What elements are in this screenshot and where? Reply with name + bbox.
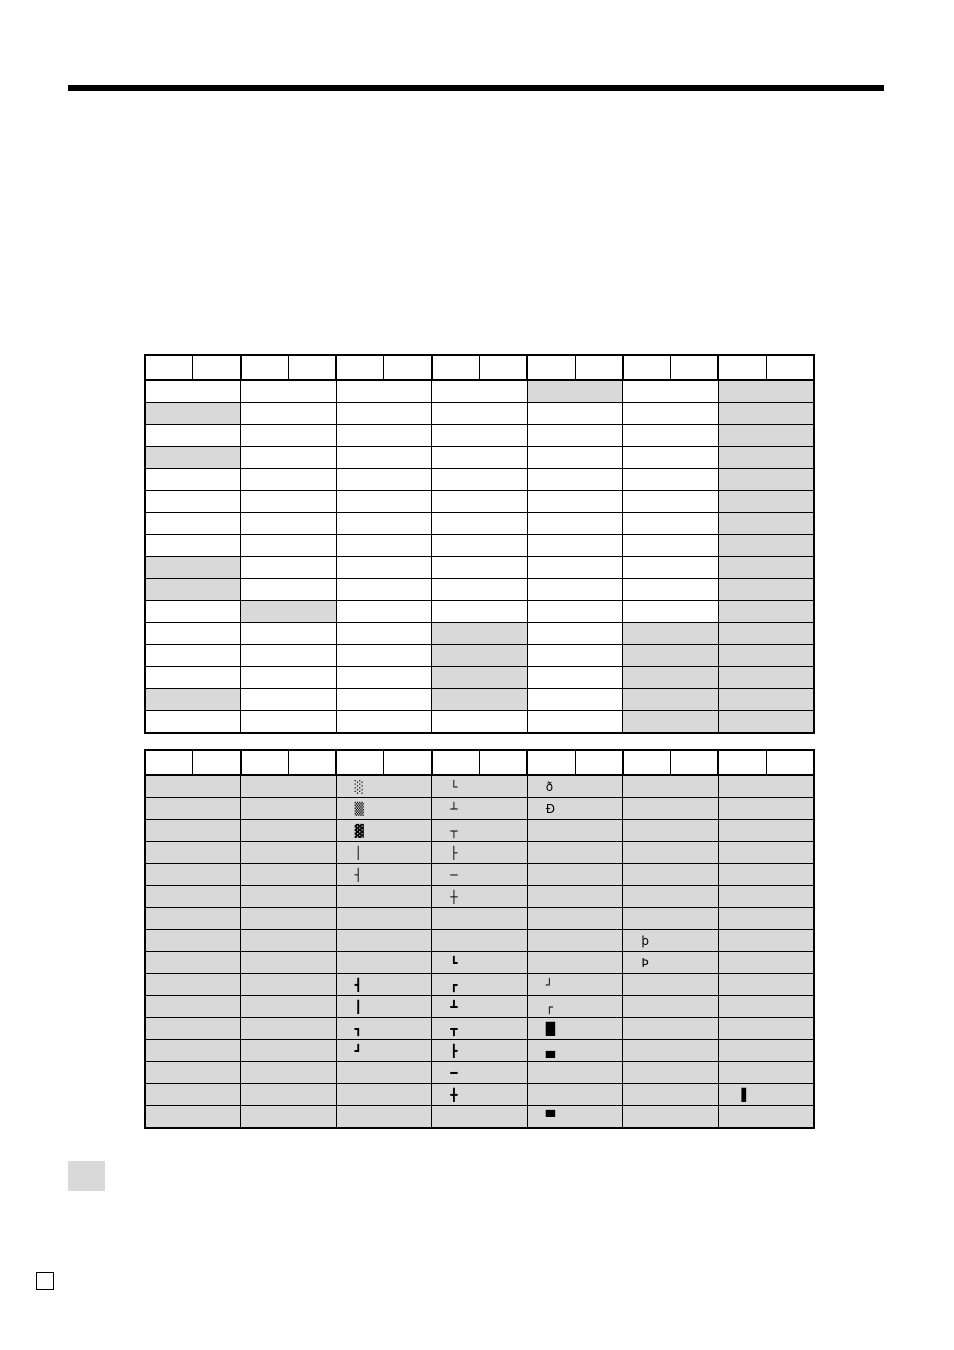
glyph-cell: [145, 886, 241, 908]
table-cell: [718, 601, 814, 623]
table-cell: [241, 557, 337, 579]
glyph-cell: [241, 1040, 337, 1062]
table-row: [145, 667, 814, 689]
table-cell: [145, 557, 241, 579]
table-cell: [432, 579, 528, 601]
header-cell: [432, 750, 480, 775]
glyph-cell: [718, 1106, 814, 1129]
glyph-cell: [145, 798, 241, 820]
glyph-cell: [527, 908, 623, 930]
glyph-cell: [527, 820, 623, 842]
glyph-cell: ─: [432, 864, 528, 886]
glyph-cell: ┗: [432, 952, 528, 974]
glyph-cell: [336, 952, 432, 974]
glyph-cell: [145, 1084, 241, 1106]
glyph-cell: [623, 974, 719, 996]
glyph-cell: Þ: [623, 952, 719, 974]
table-cell: [527, 601, 623, 623]
table-cell: [623, 645, 719, 667]
header-cell: [241, 750, 289, 775]
table-cell: [623, 447, 719, 469]
glyph-cell: [241, 952, 337, 974]
table-cell: [623, 601, 719, 623]
table-cell: [145, 380, 241, 403]
glyph-cell: [241, 930, 337, 952]
glyph-cell: │: [336, 842, 432, 864]
glyph-cell: [623, 908, 719, 930]
table-row: [145, 1084, 814, 1106]
table-cell: [145, 447, 241, 469]
table-cell: [241, 469, 337, 491]
table-cell: [145, 513, 241, 535]
table-row: [145, 645, 814, 667]
glyph-cell: [145, 842, 241, 864]
glyph-cell: ┳: [432, 1018, 528, 1040]
glyph-cell: [718, 1018, 814, 1040]
glyph-cell: [145, 1018, 241, 1040]
header-cell: [766, 355, 814, 380]
table-cell: [432, 491, 528, 513]
table-cell: [718, 469, 814, 491]
table-cell: [336, 623, 432, 645]
glyph-cell: ┴: [432, 798, 528, 820]
table-cell: [718, 380, 814, 403]
table-cell: [336, 689, 432, 711]
table-cell: [432, 711, 528, 734]
header-cell: [288, 355, 336, 380]
glyph-cell: [527, 952, 623, 974]
glyph-cell: ▒: [336, 798, 432, 820]
table-cell: [145, 623, 241, 645]
table-cell: [432, 469, 528, 491]
table-cell: [527, 513, 623, 535]
glyph-cell: [718, 908, 814, 930]
header-cell: [479, 355, 527, 380]
glyph-cell: [241, 996, 337, 1018]
glyph-cell: ▓: [336, 820, 432, 842]
glyph-cell: ━: [432, 1062, 528, 1084]
glyph-cell: [432, 930, 528, 952]
header-cell: [479, 750, 527, 775]
table-cell: [336, 447, 432, 469]
table-row: [145, 623, 814, 645]
table-row: [145, 535, 814, 557]
glyph-cell: [718, 952, 814, 974]
glyph-cell: [241, 1106, 337, 1129]
header-cell: [623, 355, 671, 380]
table-cell: [718, 513, 814, 535]
table-row: [145, 403, 814, 425]
table-cell: [432, 689, 528, 711]
table-cell: [145, 689, 241, 711]
table-cell: [145, 601, 241, 623]
glyph-cell: ┏: [432, 974, 528, 996]
table-cell: [623, 513, 719, 535]
table-cell: [623, 380, 719, 403]
table-cell: [432, 447, 528, 469]
glyph-cell: [432, 1106, 528, 1129]
table-cell: [527, 380, 623, 403]
header-cell: [575, 750, 623, 775]
table-cell: [718, 425, 814, 447]
table-row: [145, 930, 814, 952]
header-cell: [718, 750, 766, 775]
glyph-cell: [718, 775, 814, 798]
table-cell: [145, 491, 241, 513]
table-cell: [432, 645, 528, 667]
table-row: [145, 1040, 814, 1062]
header-cell: [527, 355, 575, 380]
glyph-cell: þ: [623, 930, 719, 952]
top-rule: [68, 85, 884, 91]
table-cell: [336, 579, 432, 601]
glyph-cell: [623, 775, 719, 798]
glyph-cell: [336, 1106, 432, 1129]
page-number-box: [36, 1272, 54, 1290]
glyph-cell: [527, 1084, 623, 1106]
glyph-cell: [241, 1084, 337, 1106]
glyph-cell: Đ: [527, 798, 623, 820]
table-cell: [623, 667, 719, 689]
table-row: [145, 1062, 814, 1084]
table-cell: [241, 447, 337, 469]
table-cell: [718, 403, 814, 425]
table-row: [145, 908, 814, 930]
note-marker: [68, 1161, 105, 1191]
table-cell: [241, 579, 337, 601]
character-table-lower: [144, 749, 815, 1129]
glyph-cell: [145, 930, 241, 952]
table-cell: [623, 689, 719, 711]
header-cell: [193, 355, 241, 380]
glyph-cell: ┻: [432, 996, 528, 1018]
glyph-cell: [145, 775, 241, 798]
glyph-cell: [718, 996, 814, 1018]
table-row: [145, 579, 814, 601]
header-cell: [193, 750, 241, 775]
table-cell: [527, 579, 623, 601]
header-cell: [145, 355, 193, 380]
glyph-cell: [527, 842, 623, 864]
header-cell: [384, 355, 432, 380]
header-cell: [432, 355, 480, 380]
glyph-cell: [241, 798, 337, 820]
table-cell: [241, 645, 337, 667]
glyph-cell: [718, 864, 814, 886]
glyph-cell: [241, 886, 337, 908]
glyph-cell: ┼: [432, 886, 528, 908]
glyph-cell: [336, 1062, 432, 1084]
glyph-cell: [623, 996, 719, 1018]
table-cell: [145, 403, 241, 425]
table-cell: [527, 535, 623, 557]
glyph-cell: [527, 1062, 623, 1084]
table-cell: [432, 403, 528, 425]
glyph-cell: [145, 1106, 241, 1129]
table-cell: [432, 667, 528, 689]
header-cell: [575, 355, 623, 380]
table-cell: [432, 425, 528, 447]
table-cell: [145, 667, 241, 689]
glyph-cell: [432, 908, 528, 930]
glyph-cell: █: [527, 1018, 623, 1040]
glyph-cell: [718, 974, 814, 996]
table-cell: [623, 557, 719, 579]
table-cell: [527, 491, 623, 513]
table-cell: [527, 447, 623, 469]
table-row: [145, 864, 814, 886]
glyph-cell: ┃: [336, 996, 432, 1018]
table-cell: [432, 380, 528, 403]
glyph-cell: [718, 820, 814, 842]
glyph-cell: ð: [527, 775, 623, 798]
table-cell: [718, 711, 814, 734]
glyph-cell: ┬: [432, 820, 528, 842]
table-cell: [718, 667, 814, 689]
glyph-cell: [623, 1040, 719, 1062]
glyph-cell: ▀: [527, 1106, 623, 1129]
header-cell: [336, 355, 384, 380]
glyph-cell: [241, 842, 337, 864]
table-cell: [623, 425, 719, 447]
glyph-cell: [336, 1084, 432, 1106]
table-cell: [623, 535, 719, 557]
table-row: [145, 886, 814, 908]
glyph-cell: [241, 864, 337, 886]
glyph-cell: ┌: [527, 996, 623, 1018]
table-row: [145, 798, 814, 820]
glyph-cell: [145, 864, 241, 886]
glyph-cell: [241, 1018, 337, 1040]
table-cell: [336, 667, 432, 689]
table-cell: [432, 513, 528, 535]
glyph-cell: [623, 886, 719, 908]
table-cell: [336, 380, 432, 403]
table-cell: [432, 623, 528, 645]
table-cell: [336, 711, 432, 734]
table-row: [145, 447, 814, 469]
table-cell: [241, 667, 337, 689]
glyph-cell: ╋: [432, 1084, 528, 1106]
table-cell: [718, 491, 814, 513]
table-cell: [527, 557, 623, 579]
glyph-cell: ┤: [336, 864, 432, 886]
table-cell: [145, 425, 241, 447]
glyph-cell: ┣: [432, 1040, 528, 1062]
glyph-cell: [623, 864, 719, 886]
table-cell: [241, 535, 337, 557]
glyph-cell: [145, 908, 241, 930]
table-cell: [336, 469, 432, 491]
table-cell: [241, 601, 337, 623]
table-cell: [527, 469, 623, 491]
table-row: [145, 996, 814, 1018]
table-cell: [336, 425, 432, 447]
table-row: [145, 711, 814, 734]
glyph-cell: ▐: [718, 1084, 814, 1106]
header-cell: [623, 750, 671, 775]
table-cell: [241, 689, 337, 711]
glyph-cell: [718, 798, 814, 820]
glyph-cell: [623, 1018, 719, 1040]
glyph-cell: ┓: [336, 1018, 432, 1040]
table-row: [145, 557, 814, 579]
header-cell: [671, 355, 719, 380]
table-cell: [623, 469, 719, 491]
table-cell: [623, 623, 719, 645]
table-cell: [527, 711, 623, 734]
table-cell: [718, 557, 814, 579]
header-cell: [671, 750, 719, 775]
table-cell: [241, 711, 337, 734]
table-row: [145, 820, 814, 842]
table-cell: [623, 579, 719, 601]
glyph-cell: [336, 908, 432, 930]
table-cell: [336, 403, 432, 425]
table-cell: [623, 711, 719, 734]
table-cell: [527, 645, 623, 667]
table-cell: [336, 513, 432, 535]
glyph-cell: [145, 952, 241, 974]
glyph-cell: ├: [432, 842, 528, 864]
table-cell: [623, 403, 719, 425]
header-cell: [241, 355, 289, 380]
table-cell: [527, 425, 623, 447]
table-cell: [432, 601, 528, 623]
table-cell: [145, 579, 241, 601]
header-cell: [336, 750, 384, 775]
glyph-cell: [241, 974, 337, 996]
table-cell: [527, 667, 623, 689]
glyph-cell: [718, 842, 814, 864]
glyph-cell: [241, 820, 337, 842]
table-cell: [336, 491, 432, 513]
glyph-cell: [145, 1062, 241, 1084]
table-cell: [718, 535, 814, 557]
table-cell: [145, 469, 241, 491]
table-row: [145, 491, 814, 513]
table-header-row: [145, 750, 814, 775]
table-row: [145, 952, 814, 974]
table-cell: [718, 623, 814, 645]
table-cell: [527, 689, 623, 711]
table-row: [145, 689, 814, 711]
table-row: [145, 1018, 814, 1040]
table-row: [145, 974, 814, 996]
table-row: [145, 601, 814, 623]
glyph-cell: ┫: [336, 974, 432, 996]
glyph-cell: [623, 1084, 719, 1106]
header-cell: [527, 750, 575, 775]
glyph-cell: [527, 886, 623, 908]
glyph-cell: [718, 1062, 814, 1084]
header-cell: [384, 750, 432, 775]
glyph-cell: [527, 930, 623, 952]
table-cell: [241, 623, 337, 645]
glyph-cell: [623, 1106, 719, 1129]
table-cell: [145, 711, 241, 734]
glyph-cell: [623, 842, 719, 864]
table-cell: [336, 535, 432, 557]
glyph-cell: [241, 775, 337, 798]
table-row: [145, 469, 814, 491]
table-cell: [241, 491, 337, 513]
glyph-cell: ▄: [527, 1040, 623, 1062]
table-cell: [432, 557, 528, 579]
table-row: [145, 513, 814, 535]
glyph-cell: [527, 864, 623, 886]
table-cell: [527, 623, 623, 645]
table-cell: [241, 425, 337, 447]
table-cell: [718, 689, 814, 711]
table-row: [145, 425, 814, 447]
table-cell: [623, 491, 719, 513]
glyph-cell: [718, 930, 814, 952]
table-cell: [718, 645, 814, 667]
table-row: [145, 1106, 814, 1129]
glyph-cell: [145, 996, 241, 1018]
table-cell: [527, 403, 623, 425]
glyph-cell: [336, 886, 432, 908]
glyph-cell: └: [432, 775, 528, 798]
table-row: [145, 842, 814, 864]
glyph-cell: [336, 930, 432, 952]
table-cell: [336, 601, 432, 623]
table-cell: [241, 380, 337, 403]
glyph-cell: [145, 820, 241, 842]
table-cell: [145, 645, 241, 667]
glyph-cell: [623, 798, 719, 820]
table-cell: [432, 535, 528, 557]
glyph-cell: [145, 974, 241, 996]
glyph-cell: ┘: [527, 974, 623, 996]
character-table-upper: [144, 354, 815, 734]
table-cell: [241, 403, 337, 425]
glyph-cell: ░: [336, 775, 432, 798]
table-row: [145, 380, 814, 403]
table-header-row: [145, 355, 814, 380]
glyph-cell: [623, 820, 719, 842]
glyph-cell: [145, 1040, 241, 1062]
glyph-cell: ┛: [336, 1040, 432, 1062]
header-cell: [718, 355, 766, 380]
table-row: [145, 775, 814, 798]
table-cell: [718, 579, 814, 601]
glyph-cell: [718, 1040, 814, 1062]
header-cell: [145, 750, 193, 775]
table-cell: [241, 513, 337, 535]
table-cell: [336, 645, 432, 667]
glyph-cell: [241, 908, 337, 930]
table-cell: [145, 535, 241, 557]
glyph-cell: [623, 1062, 719, 1084]
header-cell: [766, 750, 814, 775]
glyph-cell: [241, 1062, 337, 1084]
glyph-cell: [718, 886, 814, 908]
table-cell: [718, 447, 814, 469]
table-cell: [336, 557, 432, 579]
header-cell: [288, 750, 336, 775]
